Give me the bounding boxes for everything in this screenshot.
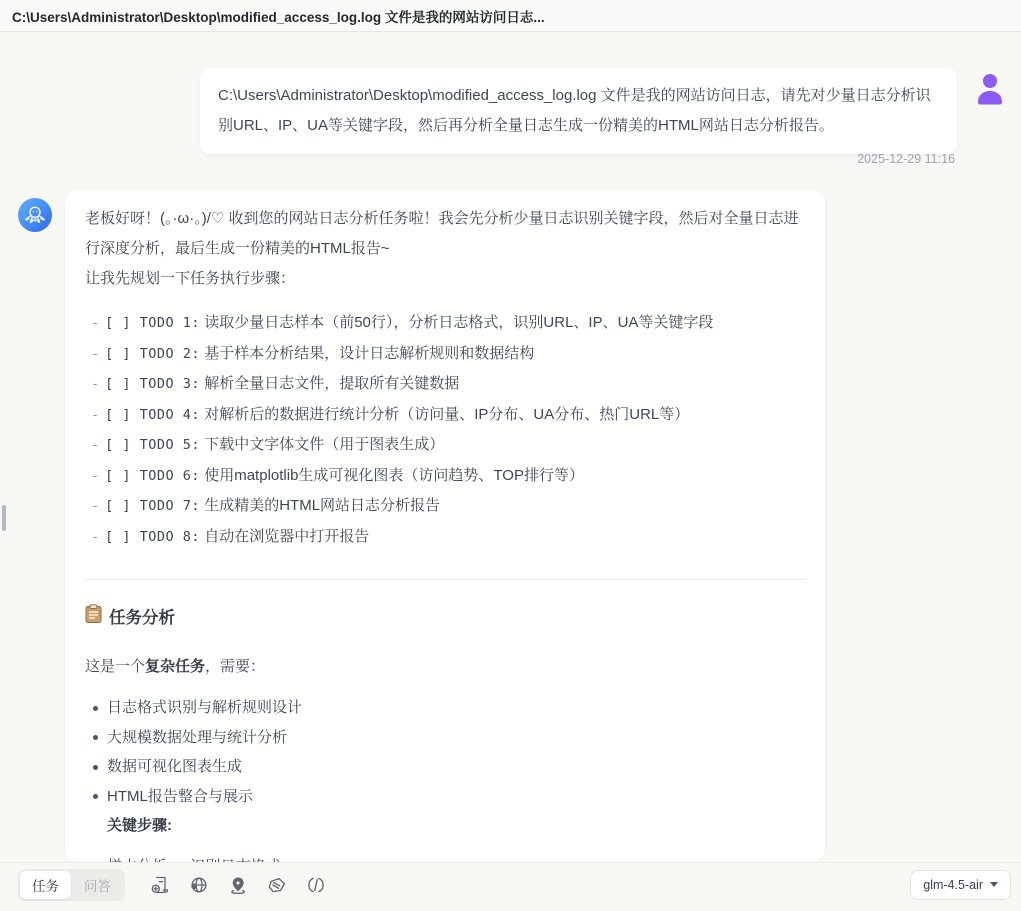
todo-dash: - <box>91 315 100 331</box>
user-avatar-icon <box>975 72 1005 106</box>
assistant-plan-intro: 让我先规划一下任务执行步骤： <box>85 270 296 287</box>
todo-checkbox-marker: [ ] TODO 5: <box>105 437 201 453</box>
assistant-avatar-icon <box>18 198 52 232</box>
todo-dash: - <box>91 528 100 545</box>
assistant-message-card <box>65 190 825 862</box>
mode-segmented-control <box>18 869 125 901</box>
code-icon[interactable] <box>305 874 327 896</box>
todo-item: - [ ] TODO 6: 使用matplotlib生成可视化图表（访问趋势、TOP排行等） <box>91 466 584 484</box>
bottom-toolbar <box>0 862 1021 906</box>
todo-item: - [ ] TODO 3: 解析全量日志文件，提取所有关键数据 <box>91 375 460 392</box>
analysis-intro: 这是一个复杂任务，需要： <box>85 658 266 675</box>
tab-qa-mode[interactable]: 问答 <box>72 871 123 899</box>
todo-dash: - <box>91 498 100 514</box>
analysis-heading-text: 任务分析 <box>109 609 175 627</box>
todo-item: - [ ] TODO 8: 自动在浏览器中打开报告 <box>91 527 370 545</box>
todo-item: - [ ] TODO 2: 基于样本分析结果，设计日志解析规则和数据结构 <box>91 344 535 362</box>
message-timestamp: 2025-12-29 11:16 <box>857 152 955 166</box>
todo-dash: - <box>91 406 100 423</box>
model-selector-dropdown[interactable] <box>910 870 1011 900</box>
model-name: glm-4.5-air <box>923 877 983 892</box>
bullet-item: 大规模数据处理与统计分析 <box>85 723 805 753</box>
analysis-section-heading <box>85 603 805 633</box>
assistant-greeting: 老板好呀！(｡·ω·｡)/♡ 收到您的网站日志分析任务啦！我会先分析少量日志识别关键字段，然后对全量日志进行深度分析，最后生成一份精美的HTML报告~ <box>85 210 799 257</box>
todo-item: - [ ] TODO 5: 下载中文字体文件（用于图表生成） <box>91 436 445 453</box>
todo-dash: - <box>91 437 100 453</box>
bullet-item: 日志格式识别与解析规则设计 <box>85 693 805 723</box>
todo-checkbox-marker: [ ] TODO 4: <box>105 406 201 423</box>
todo-checkbox-marker: [ ] TODO 3: <box>105 376 201 392</box>
toolbar-icon-row <box>149 874 327 896</box>
section-divider <box>85 579 805 580</box>
todo-checkbox-marker: [ ] TODO 1: <box>105 315 201 331</box>
todo-dash: - <box>91 467 100 484</box>
clipboard-icon <box>85 603 102 633</box>
todo-checkbox-marker: [ ] TODO 8: <box>105 528 201 545</box>
add-task-icon[interactable] <box>149 874 171 896</box>
scrollbar-handle[interactable] <box>2 505 6 531</box>
todo-dash: - <box>91 345 100 362</box>
todo-checkbox-marker: [ ] TODO 2: <box>105 345 201 362</box>
todo-checkbox-marker: [ ] TODO 7: <box>105 498 201 514</box>
chat-area <box>0 32 1021 862</box>
todo-checkbox-marker: [ ] TODO 6: <box>105 467 201 484</box>
user-message-row <box>200 68 1005 154</box>
bullet-item: 数据可视化图表生成 <box>85 752 805 782</box>
todo-item: - [ ] TODO 7: 生成精美的HTML网站日志分析报告 <box>91 497 441 514</box>
todo-list <box>85 308 805 552</box>
conversation-title-bar <box>0 0 1021 32</box>
chevron-down-icon <box>990 882 998 887</box>
analysis-bullet-list <box>85 693 805 811</box>
todo-item: - [ ] TODO 4: 对解析后的数据进行统计分析（访问量、IP分布、UA分布、热门URL等） <box>91 405 690 423</box>
todo-dash: - <box>91 376 100 392</box>
web-search-icon[interactable] <box>188 874 210 896</box>
user-message-bubble: C:\Users\Administrator\Desktop\modified_access_log.log 文件是我的网站访问日志，请先对少量日志分析识别URL、IP、UA等关键字段，然后再分析全量日志生成一份精美的HTML网站日志分析报告。 <box>200 68 957 154</box>
key-steps-label: 关键步骤: <box>107 817 172 834</box>
location-icon[interactable] <box>227 874 249 896</box>
tab-task-mode[interactable]: 任务 <box>20 871 71 899</box>
todo-item: - [ ] TODO 1: 读取少量日志样本（前50行），分析日志格式，识别URL、IP、UA等关键字段 <box>91 314 714 331</box>
bullet-item: HTML报告整合与展示 <box>85 782 805 812</box>
conversation-title: C:\Users\Administrator\Desktop\modified_access_log.log 文件是我的网站访问日志... <box>12 9 545 25</box>
tag-icon[interactable] <box>266 874 288 896</box>
